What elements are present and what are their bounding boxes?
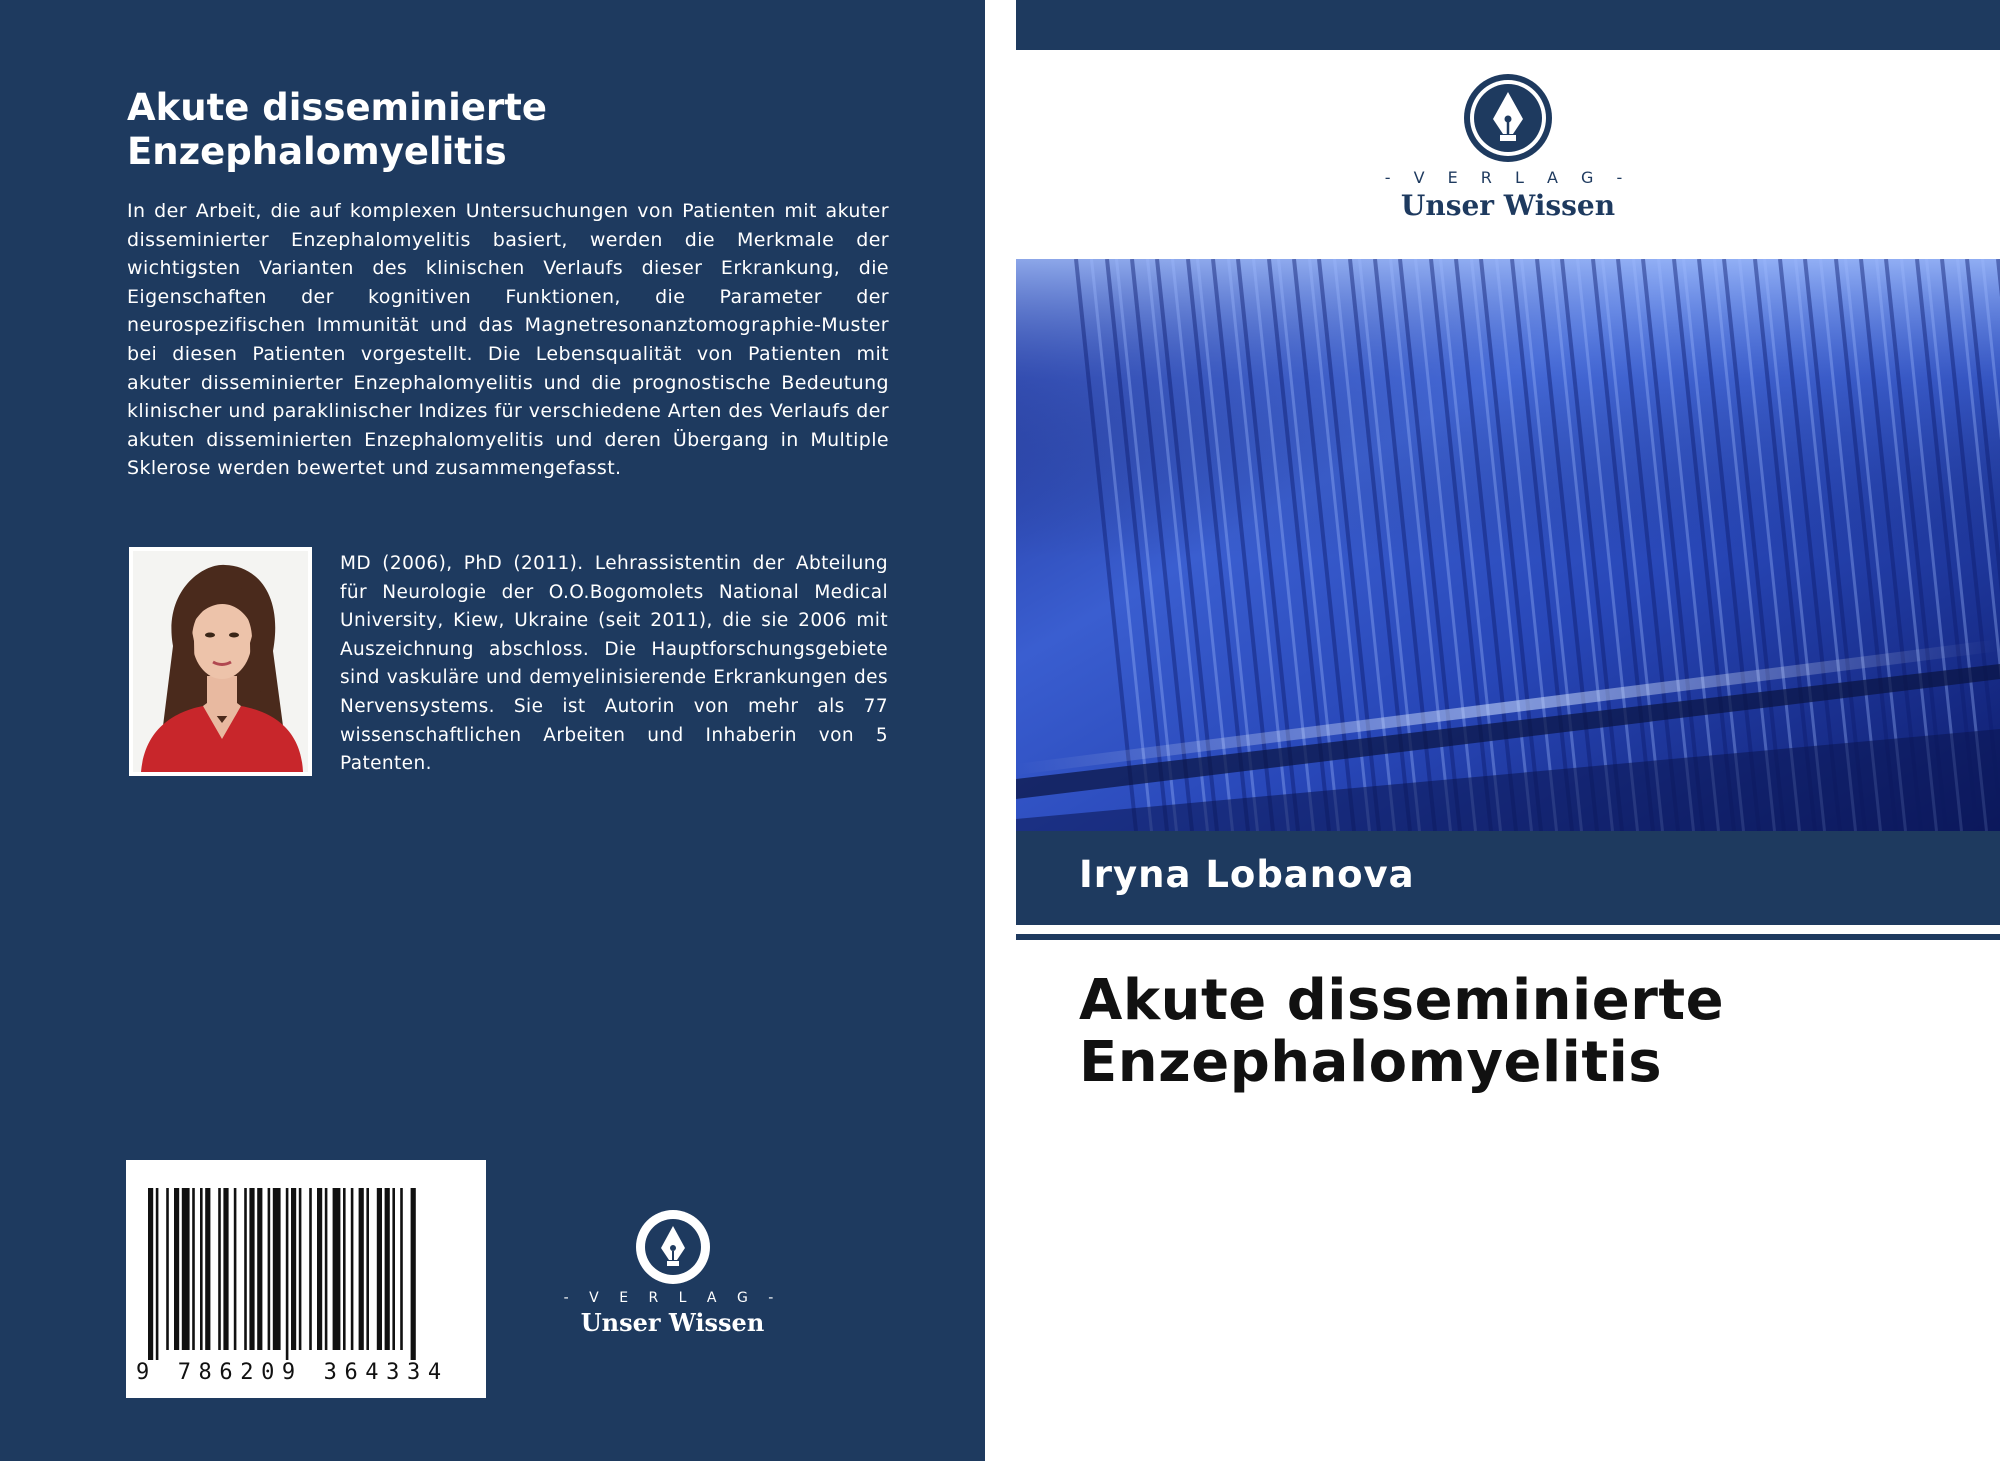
barcode-bar xyxy=(257,1188,262,1350)
barcode-bar xyxy=(385,1188,390,1350)
divider-line xyxy=(1016,934,2000,940)
book-description: In der Arbeit, die auf komplexen Untersuchungen von Patienten mit akuter disseminierter Enzephalomyelitis basiert, werden die Merkmale der wichtigsten Varianten des klinischen Verlaufs dieser Erkrankung, die Eigenschaften der kognitiven Funktionen, die Parameter der neurospezifischen Immunität und das Magnetresonanztomographie-Muster bei diesen Patienten vorgestellt. Die Lebensqualität von Patienten mit akuter disseminierter Enzephalomyelitis und die prognostische Bedeutung klinischer und paraklinischer Indizes für verschiedene Arten des Verlaufs der akuten disseminierten Enzephalomyelitis und deren Übergang in Multiple Sklerose werden bewertet und zusammengefasst. xyxy=(127,200,889,480)
barcode-bar xyxy=(166,1188,169,1350)
barcode-bar xyxy=(286,1188,289,1360)
barcode-bar xyxy=(249,1188,254,1350)
cover-illustration xyxy=(1016,259,2000,831)
barcode-bar xyxy=(218,1188,221,1350)
logo-verlag-label: - V E R L A G - xyxy=(563,1290,782,1306)
publisher-logo-back xyxy=(560,1208,785,1338)
barcode-bar xyxy=(156,1188,159,1360)
barcode-bar xyxy=(392,1188,395,1350)
barcode-bar xyxy=(351,1188,354,1350)
back-title-line1: Akute disseminierte xyxy=(127,86,547,129)
barcode-bar xyxy=(400,1188,403,1350)
fountain-pen-nib-icon xyxy=(1462,72,1554,164)
barcode-bar xyxy=(309,1188,312,1350)
author-photo xyxy=(129,547,312,776)
isbn-digits: 9 786209 364334 xyxy=(136,1360,449,1385)
barcode-bar xyxy=(366,1188,369,1350)
barcode-bar xyxy=(343,1188,346,1350)
barcode-bar xyxy=(299,1188,302,1350)
front-cover xyxy=(1016,0,2000,1461)
barcode-bar xyxy=(174,1188,179,1350)
back-cover xyxy=(0,0,985,1461)
logo-verlag-label: - V E R L A G - xyxy=(1384,168,1632,187)
barcode-bar xyxy=(182,1188,190,1350)
author-bio: MD (2006), PhD (2011). Lehrassistentin der Abteilung für Neurologie der O.O.Bogomolets National Medical University, Kiew, Ukraine (seit 2011), die sie 2006 mit Auszeichnung abschloss. Die Hauptforschungsgebiete sind vaskuläre und demyelinisierende Erkrankungen des Nervensystems. Sie ist Autorin von mehr als 77 wissenschaftlichen Arbeiten und Inhaberin von 5 Patenten. xyxy=(340,553,888,775)
barcode-bar xyxy=(377,1188,382,1350)
back-cover-title xyxy=(127,86,887,174)
front-title-line1: Akute disseminierte xyxy=(1079,968,1725,1033)
barcode-bar xyxy=(333,1188,341,1350)
barcode-bar xyxy=(291,1188,296,1350)
fountain-pen-nib-icon xyxy=(634,1208,712,1286)
barcode-bar xyxy=(200,1188,203,1350)
top-color-bar xyxy=(1016,0,2000,50)
logo-brand-name: Unser Wissen xyxy=(1400,189,1616,222)
barcode-bar xyxy=(192,1188,195,1350)
barcode-bar xyxy=(411,1188,416,1360)
barcode-bar xyxy=(148,1188,153,1360)
front-cover-title xyxy=(1079,970,1979,1094)
author-name: Iryna Lobanova xyxy=(1079,853,1415,896)
barcode-bar xyxy=(268,1188,271,1350)
publisher-logo-front xyxy=(1378,72,1638,232)
back-title-line2: Enzephalomyelitis xyxy=(127,130,507,173)
barcode-bar xyxy=(325,1188,328,1350)
barcode-bar xyxy=(359,1188,364,1350)
isbn-barcode xyxy=(126,1160,486,1398)
barcode-bar xyxy=(317,1188,322,1350)
barcode-bar xyxy=(234,1188,237,1350)
logo-brand-name: Unser Wissen xyxy=(580,1308,765,1337)
barcode-bar xyxy=(205,1188,210,1350)
barcode-bar xyxy=(273,1188,281,1350)
front-title-line2: Enzephalomyelitis xyxy=(1079,1030,1663,1095)
barcode-bar xyxy=(244,1188,247,1350)
author-band xyxy=(1016,831,2000,925)
barcode-bar xyxy=(223,1188,228,1350)
